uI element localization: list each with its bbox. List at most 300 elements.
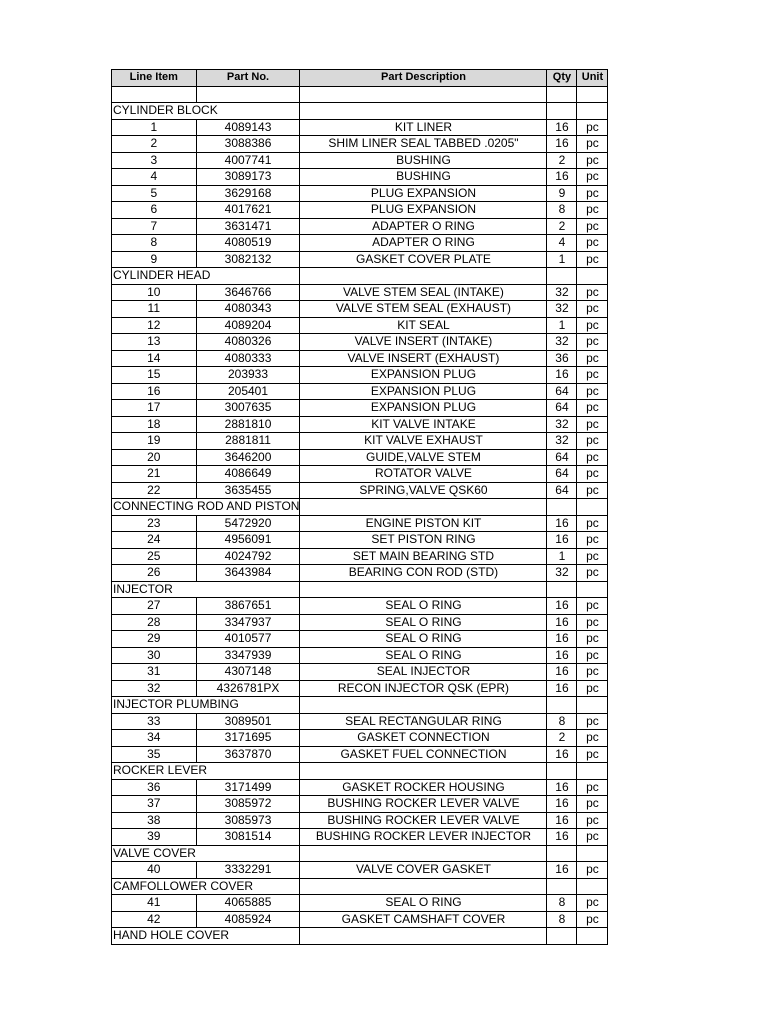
section-row xyxy=(112,499,608,516)
cell-part-no[interactable]: 3867651 xyxy=(196,598,300,615)
cell[interactable] xyxy=(300,928,547,945)
cell-part-description[interactable]: GASKET CAMSHAFT COVER xyxy=(300,911,547,928)
cell-part-no[interactable]: 5472920 xyxy=(196,515,300,532)
parts-table-body xyxy=(112,86,608,944)
header-part-no[interactable]: Part No. xyxy=(196,70,300,87)
cell[interactable] xyxy=(300,103,547,120)
table-row xyxy=(112,119,608,136)
table-row xyxy=(112,169,608,186)
table-row xyxy=(112,746,608,763)
cell-unit[interactable]: pc xyxy=(577,416,608,433)
cell-qty[interactable]: 16 xyxy=(547,862,577,879)
cell-unit[interactable]: pc xyxy=(577,796,608,813)
cell-line-item[interactable]: 26 xyxy=(112,565,197,582)
table-row xyxy=(112,565,608,582)
cell-part-no[interactable]: 3646200 xyxy=(196,449,300,466)
table-row xyxy=(112,185,608,202)
cell-qty[interactable]: 9 xyxy=(547,185,577,202)
cell-part-description[interactable]: PLUG EXPANSION xyxy=(300,185,547,202)
cell-qty[interactable]: 16 xyxy=(547,614,577,631)
cell-qty[interactable]: 2 xyxy=(547,218,577,235)
cell-qty[interactable]: 1 xyxy=(547,548,577,565)
table-row xyxy=(112,284,608,301)
cell-part-description[interactable]: GASKET CONNECTION xyxy=(300,730,547,747)
cell-part-no[interactable]: 3081514 xyxy=(196,829,300,846)
cell-unit[interactable]: pc xyxy=(577,548,608,565)
cell-unit[interactable]: pc xyxy=(577,862,608,879)
cell[interactable] xyxy=(547,103,577,120)
cell-part-no[interactable]: 3088386 xyxy=(196,136,300,153)
cell-line-item[interactable]: 33 xyxy=(112,713,197,730)
parts-table xyxy=(111,69,608,945)
header-part-description[interactable]: Part Description xyxy=(300,70,547,87)
table-row xyxy=(112,152,608,169)
cell-part-no[interactable]: 4089204 xyxy=(196,317,300,334)
cell[interactable] xyxy=(196,86,300,103)
cell-part-description[interactable]: EXPANSION PLUG xyxy=(300,400,547,417)
cell-unit[interactable]: pc xyxy=(577,482,608,499)
cell-unit[interactable]: pc xyxy=(577,911,608,928)
cell-unit[interactable]: pc xyxy=(577,350,608,367)
cell[interactable] xyxy=(577,86,608,103)
section-title[interactable]: VALVE COVER xyxy=(112,845,300,862)
cell-part-no[interactable]: 4080343 xyxy=(196,301,300,318)
cell-part-description[interactable]: SPRING,VALVE QSK60 xyxy=(300,482,547,499)
cell-part-description[interactable]: SEAL O RING xyxy=(300,631,547,648)
cell-line-item[interactable]: 4 xyxy=(112,169,197,186)
cell-part-description[interactable]: KIT SEAL xyxy=(300,317,547,334)
cell-part-no[interactable]: 4080326 xyxy=(196,334,300,351)
cell-line-item[interactable]: 13 xyxy=(112,334,197,351)
cell[interactable] xyxy=(547,878,577,895)
section-title[interactable]: ROCKER LEVER xyxy=(112,763,300,780)
cell-part-description[interactable]: EXPANSION PLUG xyxy=(300,367,547,384)
cell-part-description[interactable]: ADAPTER O RING xyxy=(300,218,547,235)
cell-line-item[interactable]: 10 xyxy=(112,284,197,301)
cell-line-item[interactable]: 11 xyxy=(112,301,197,318)
cell-qty[interactable]: 32 xyxy=(547,433,577,450)
cell-line-item[interactable]: 1 xyxy=(112,119,197,136)
cell-line-item[interactable]: 27 xyxy=(112,598,197,615)
cell-part-no[interactable]: 4080519 xyxy=(196,235,300,252)
cell-qty[interactable]: 16 xyxy=(547,647,577,664)
cell-qty[interactable]: 1 xyxy=(547,251,577,268)
cell-part-description[interactable]: VALVE INSERT (INTAKE) xyxy=(300,334,547,351)
cell-line-item[interactable]: 23 xyxy=(112,515,197,532)
cell-qty[interactable]: 16 xyxy=(547,829,577,846)
cell-part-description[interactable]: VALVE STEM SEAL (EXHAUST) xyxy=(300,301,547,318)
cell-qty[interactable]: 4 xyxy=(547,235,577,252)
cell-line-item[interactable]: 6 xyxy=(112,202,197,219)
cell-line-item[interactable]: 22 xyxy=(112,482,197,499)
cell-line-item[interactable]: 18 xyxy=(112,416,197,433)
cell-part-no[interactable]: 3646766 xyxy=(196,284,300,301)
cell-qty[interactable]: 16 xyxy=(547,119,577,136)
section-title[interactable]: INJECTOR xyxy=(112,581,300,598)
cell-unit[interactable]: pc xyxy=(577,284,608,301)
cell-part-no[interactable]: 4010577 xyxy=(196,631,300,648)
cell-unit[interactable]: pc xyxy=(577,598,608,615)
cell[interactable] xyxy=(300,763,547,780)
cell-line-item[interactable]: 24 xyxy=(112,532,197,549)
cell[interactable] xyxy=(577,268,608,285)
cell-qty[interactable]: 16 xyxy=(547,515,577,532)
cell-unit[interactable]: pc xyxy=(577,631,608,648)
cell[interactable] xyxy=(300,499,547,516)
cell[interactable] xyxy=(300,268,547,285)
cell-part-no[interactable]: 3643984 xyxy=(196,565,300,582)
cell-part-no[interactable]: 203933 xyxy=(196,367,300,384)
cell-part-no[interactable]: 3629168 xyxy=(196,185,300,202)
cell-unit[interactable]: pc xyxy=(577,235,608,252)
cell-part-description[interactable]: SEAL RECTANGULAR RING xyxy=(300,713,547,730)
cell-line-item[interactable]: 2 xyxy=(112,136,197,153)
cell-line-item[interactable]: 9 xyxy=(112,251,197,268)
cell-qty[interactable]: 64 xyxy=(547,400,577,417)
cell-part-no[interactable]: 3082132 xyxy=(196,251,300,268)
cell-line-item[interactable]: 36 xyxy=(112,779,197,796)
cell-qty[interactable]: 1 xyxy=(547,317,577,334)
cell-qty[interactable]: 64 xyxy=(547,383,577,400)
cell-line-item[interactable]: 38 xyxy=(112,812,197,829)
cell-part-description[interactable]: GUIDE,VALVE STEM xyxy=(300,449,547,466)
cell-part-description[interactable]: ADAPTER O RING xyxy=(300,235,547,252)
cell-qty[interactable]: 36 xyxy=(547,350,577,367)
cell[interactable] xyxy=(577,499,608,516)
cell[interactable] xyxy=(300,697,547,714)
table-row xyxy=(112,317,608,334)
cell-line-item[interactable]: 25 xyxy=(112,548,197,565)
table-row xyxy=(112,812,608,829)
cell-part-description[interactable]: RECON INJECTOR QSK (EPR) xyxy=(300,680,547,697)
cell-qty[interactable]: 16 xyxy=(547,367,577,384)
cell-unit[interactable]: pc xyxy=(577,647,608,664)
table-row xyxy=(112,202,608,219)
table-row xyxy=(112,136,608,153)
cell[interactable] xyxy=(547,499,577,516)
table-row xyxy=(112,334,608,351)
section-title[interactable]: INJECTOR PLUMBING xyxy=(112,697,300,714)
cell-unit[interactable]: pc xyxy=(577,829,608,846)
cell-unit[interactable]: pc xyxy=(577,185,608,202)
section-title[interactable]: CYLINDER BLOCK xyxy=(112,103,300,120)
cell-qty[interactable]: 64 xyxy=(547,449,577,466)
cell-part-no[interactable]: 3007635 xyxy=(196,400,300,417)
cell-unit[interactable]: pc xyxy=(577,614,608,631)
cell-part-description[interactable]: ENGINE PISTON KIT xyxy=(300,515,547,532)
cell-part-no[interactable]: 3089501 xyxy=(196,713,300,730)
cell-unit[interactable]: pc xyxy=(577,367,608,384)
cell-part-description[interactable]: KIT VALVE EXHAUST xyxy=(300,433,547,450)
cell-qty[interactable]: 16 xyxy=(547,779,577,796)
cell-qty[interactable]: 8 xyxy=(547,713,577,730)
cell-part-no[interactable]: 4017621 xyxy=(196,202,300,219)
table-row xyxy=(112,301,608,318)
cell-part-description[interactable]: KIT LINER xyxy=(300,119,547,136)
cell-qty[interactable]: 64 xyxy=(547,482,577,499)
cell-unit[interactable]: pc xyxy=(577,565,608,582)
cell-part-no[interactable]: 205401 xyxy=(196,383,300,400)
cell-qty[interactable]: 16 xyxy=(547,796,577,813)
cell[interactable] xyxy=(547,581,577,598)
cell-part-no[interactable]: 3089173 xyxy=(196,169,300,186)
cell-part-description[interactable]: SET PISTON RING xyxy=(300,532,547,549)
table-row xyxy=(112,466,608,483)
cell-line-item[interactable]: 14 xyxy=(112,350,197,367)
section-title[interactable]: CAMFOLLOWER COVER xyxy=(112,878,300,895)
cell-part-description[interactable]: EXPANSION PLUG xyxy=(300,383,547,400)
cell-unit[interactable]: pc xyxy=(577,152,608,169)
cell-part-description[interactable]: ROTATOR VALVE xyxy=(300,466,547,483)
section-row xyxy=(112,845,608,862)
cell-qty[interactable]: 32 xyxy=(547,416,577,433)
cell-unit[interactable]: pc xyxy=(577,169,608,186)
cell-qty[interactable]: 2 xyxy=(547,730,577,747)
cell-line-item[interactable]: 3 xyxy=(112,152,197,169)
cell-line-item[interactable]: 5 xyxy=(112,185,197,202)
cell-unit[interactable]: pc xyxy=(577,515,608,532)
cell-line-item[interactable]: 8 xyxy=(112,235,197,252)
table-row xyxy=(112,235,608,252)
table-row xyxy=(112,614,608,631)
cell-part-description[interactable]: SEAL O RING xyxy=(300,647,547,664)
table-row xyxy=(112,482,608,499)
cell[interactable] xyxy=(577,103,608,120)
header-qty[interactable]: Qty xyxy=(547,70,577,87)
table-row xyxy=(112,598,608,615)
cell-part-description[interactable]: BEARING CON ROD (STD) xyxy=(300,565,547,582)
header-unit[interactable]: Unit xyxy=(577,70,608,87)
cell-part-description[interactable]: BUSHING ROCKER LEVER VALVE xyxy=(300,812,547,829)
cell-part-description[interactable]: PLUG EXPANSION xyxy=(300,202,547,219)
cell-part-no[interactable]: 3637870 xyxy=(196,746,300,763)
cell-part-no[interactable]: 3171695 xyxy=(196,730,300,747)
table-row xyxy=(112,680,608,697)
section-row xyxy=(112,581,608,598)
cell-part-description[interactable]: GASKET COVER PLATE xyxy=(300,251,547,268)
cell-unit[interactable]: pc xyxy=(577,301,608,318)
cell-qty[interactable]: 16 xyxy=(547,598,577,615)
table-row xyxy=(112,631,608,648)
cell-part-description[interactable]: BUSHING xyxy=(300,152,547,169)
cell-unit[interactable]: pc xyxy=(577,466,608,483)
section-title[interactable]: CYLINDER HEAD xyxy=(112,268,300,285)
cell-part-description[interactable]: VALVE STEM SEAL (INTAKE) xyxy=(300,284,547,301)
cell[interactable] xyxy=(300,86,547,103)
cell-unit[interactable]: pc xyxy=(577,713,608,730)
cell-part-no[interactable]: 3171499 xyxy=(196,779,300,796)
cell-part-no[interactable]: 4089143 xyxy=(196,119,300,136)
cell-part-no[interactable]: 4080333 xyxy=(196,350,300,367)
cell-part-no[interactable]: 3085973 xyxy=(196,812,300,829)
table-row xyxy=(112,515,608,532)
table-row xyxy=(112,416,608,433)
table-row xyxy=(112,433,608,450)
cell-unit[interactable]: pc xyxy=(577,779,608,796)
cell-unit[interactable]: pc xyxy=(577,812,608,829)
cell[interactable] xyxy=(577,845,608,862)
cell-unit[interactable]: pc xyxy=(577,680,608,697)
table-row xyxy=(112,647,608,664)
header-line-item[interactable]: Line Item xyxy=(112,70,197,87)
cell-line-item[interactable]: 20 xyxy=(112,449,197,466)
cell-line-item[interactable]: 15 xyxy=(112,367,197,384)
cell[interactable] xyxy=(300,878,547,895)
cell-qty[interactable]: 64 xyxy=(547,466,577,483)
cell-line-item[interactable]: 12 xyxy=(112,317,197,334)
cell-qty[interactable]: 2 xyxy=(547,152,577,169)
cell-line-item[interactable]: 41 xyxy=(112,895,197,912)
cell-qty[interactable]: 16 xyxy=(547,136,577,153)
table-row xyxy=(112,400,608,417)
cell[interactable] xyxy=(547,763,577,780)
cell-line-item[interactable]: 34 xyxy=(112,730,197,747)
cell-part-no[interactable]: 4024792 xyxy=(196,548,300,565)
cell[interactable] xyxy=(300,581,547,598)
cell-part-description[interactable]: SEAL O RING xyxy=(300,895,547,912)
cell-line-item[interactable]: 40 xyxy=(112,862,197,879)
cell-part-no[interactable]: 2881810 xyxy=(196,416,300,433)
cell-line-item[interactable]: 35 xyxy=(112,746,197,763)
table-row xyxy=(112,730,608,747)
table-row xyxy=(112,218,608,235)
cell-line-item[interactable]: 16 xyxy=(112,383,197,400)
table-row xyxy=(112,449,608,466)
cell-qty[interactable]: 32 xyxy=(547,284,577,301)
parts-list-sheet xyxy=(111,69,608,945)
cell-part-no[interactable]: 4007741 xyxy=(196,152,300,169)
cell[interactable] xyxy=(300,845,547,862)
cell-part-description[interactable]: BUSHING xyxy=(300,169,547,186)
cell-unit[interactable]: pc xyxy=(577,532,608,549)
cell[interactable] xyxy=(577,928,608,945)
cell-part-no[interactable]: 3631471 xyxy=(196,218,300,235)
cell-unit[interactable]: pc xyxy=(577,317,608,334)
cell-unit[interactable]: pc xyxy=(577,383,608,400)
cell-part-no[interactable]: 2881811 xyxy=(196,433,300,450)
cell[interactable] xyxy=(547,268,577,285)
cell-qty[interactable]: 16 xyxy=(547,812,577,829)
cell-part-description[interactable]: SET MAIN BEARING STD xyxy=(300,548,547,565)
cell[interactable] xyxy=(577,581,608,598)
cell-part-description[interactable]: SEAL O RING xyxy=(300,598,547,615)
cell-line-item[interactable]: 29 xyxy=(112,631,197,648)
cell-qty[interactable]: 16 xyxy=(547,680,577,697)
cell-line-item[interactable]: 30 xyxy=(112,647,197,664)
cell-part-no[interactable]: 4065885 xyxy=(196,895,300,912)
cell-part-no[interactable]: 3332291 xyxy=(196,862,300,879)
cell-part-description[interactable]: VALVE INSERT (EXHAUST) xyxy=(300,350,547,367)
cell-part-description[interactable]: VALVE COVER GASKET xyxy=(300,862,547,879)
cell[interactable] xyxy=(577,697,608,714)
cell-unit[interactable]: pc xyxy=(577,400,608,417)
table-row xyxy=(112,367,608,384)
section-row xyxy=(112,763,608,780)
cell-part-no[interactable]: 3085972 xyxy=(196,796,300,813)
cell-qty[interactable]: 32 xyxy=(547,301,577,318)
cell-part-no[interactable]: 3347939 xyxy=(196,647,300,664)
cell-line-item[interactable]: 37 xyxy=(112,796,197,813)
table-row xyxy=(112,829,608,846)
section-title[interactable]: CONNECTING ROD AND PISTON xyxy=(113,499,300,514)
cell-line-item[interactable]: 42 xyxy=(112,911,197,928)
cell-part-description[interactable]: SEAL O RING xyxy=(300,614,547,631)
cell-unit[interactable]: pc xyxy=(577,251,608,268)
cell-qty[interactable]: 8 xyxy=(547,911,577,928)
cell-qty[interactable]: 32 xyxy=(547,334,577,351)
cell[interactable] xyxy=(577,878,608,895)
table-row xyxy=(112,895,608,912)
cell[interactable] xyxy=(547,928,577,945)
cell-qty[interactable]: 16 xyxy=(547,746,577,763)
cell-unit[interactable]: pc xyxy=(577,664,608,681)
cell-unit[interactable]: pc xyxy=(577,136,608,153)
cell-part-description[interactable]: BUSHING ROCKER LEVER INJECTOR xyxy=(300,829,547,846)
cell-qty[interactable]: 16 xyxy=(547,631,577,648)
cell-part-no[interactable]: 4956091 xyxy=(196,532,300,549)
cell-line-item[interactable]: 32 xyxy=(112,680,197,697)
cell-part-no[interactable]: 4085924 xyxy=(196,911,300,928)
section-row xyxy=(112,268,608,285)
cell-qty[interactable]: 8 xyxy=(547,202,577,219)
table-row xyxy=(112,350,608,367)
section-title[interactable]: HAND HOLE COVER xyxy=(112,928,300,945)
cell-part-description[interactable]: SEAL INJECTOR xyxy=(300,664,547,681)
cell-unit[interactable]: pc xyxy=(577,218,608,235)
cell-line-item[interactable]: 39 xyxy=(112,829,197,846)
cell-unit[interactable]: pc xyxy=(577,433,608,450)
cell-qty[interactable]: 16 xyxy=(547,532,577,549)
section-row xyxy=(112,928,608,945)
cell[interactable] xyxy=(547,845,577,862)
cell-part-description[interactable]: GASKET FUEL CONNECTION xyxy=(300,746,547,763)
cell-line-item[interactable]: 31 xyxy=(112,664,197,681)
cell-line-item[interactable]: 17 xyxy=(112,400,197,417)
cell[interactable] xyxy=(112,86,197,103)
cell-unit[interactable]: pc xyxy=(577,334,608,351)
cell-line-item[interactable]: 7 xyxy=(112,218,197,235)
blank-row xyxy=(112,86,608,103)
cell-part-no[interactable]: 3635455 xyxy=(196,482,300,499)
cell-qty[interactable]: 8 xyxy=(547,895,577,912)
cell-qty[interactable]: 16 xyxy=(547,664,577,681)
cell-line-item[interactable]: 19 xyxy=(112,433,197,450)
cell-qty[interactable]: 32 xyxy=(547,565,577,582)
cell-part-description[interactable]: BUSHING ROCKER LEVER VALVE xyxy=(300,796,547,813)
cell-unit[interactable]: pc xyxy=(577,202,608,219)
table-row xyxy=(112,862,608,879)
cell[interactable] xyxy=(577,763,608,780)
cell-part-no[interactable]: 4307148 xyxy=(196,664,300,681)
cell-part-no[interactable]: 4086649 xyxy=(196,466,300,483)
cell[interactable] xyxy=(547,697,577,714)
cell-line-item[interactable]: 28 xyxy=(112,614,197,631)
cell-unit[interactable]: pc xyxy=(577,895,608,912)
cell-part-no[interactable]: 4326781PX xyxy=(196,680,300,697)
cell-line-item[interactable]: 21 xyxy=(112,466,197,483)
cell-part-description[interactable]: SHIM LINER SEAL TABBED .0205" xyxy=(300,136,547,153)
cell-unit[interactable]: pc xyxy=(577,746,608,763)
cell-qty[interactable]: 16 xyxy=(547,169,577,186)
cell-unit[interactable]: pc xyxy=(577,119,608,136)
cell-unit[interactable]: pc xyxy=(577,449,608,466)
cell-part-no[interactable]: 3347937 xyxy=(196,614,300,631)
cell-unit[interactable]: pc xyxy=(577,730,608,747)
cell[interactable] xyxy=(547,86,577,103)
header-row xyxy=(112,70,608,87)
cell-part-description[interactable]: KIT VALVE INTAKE xyxy=(300,416,547,433)
cell-part-description[interactable]: GASKET ROCKER HOUSING xyxy=(300,779,547,796)
